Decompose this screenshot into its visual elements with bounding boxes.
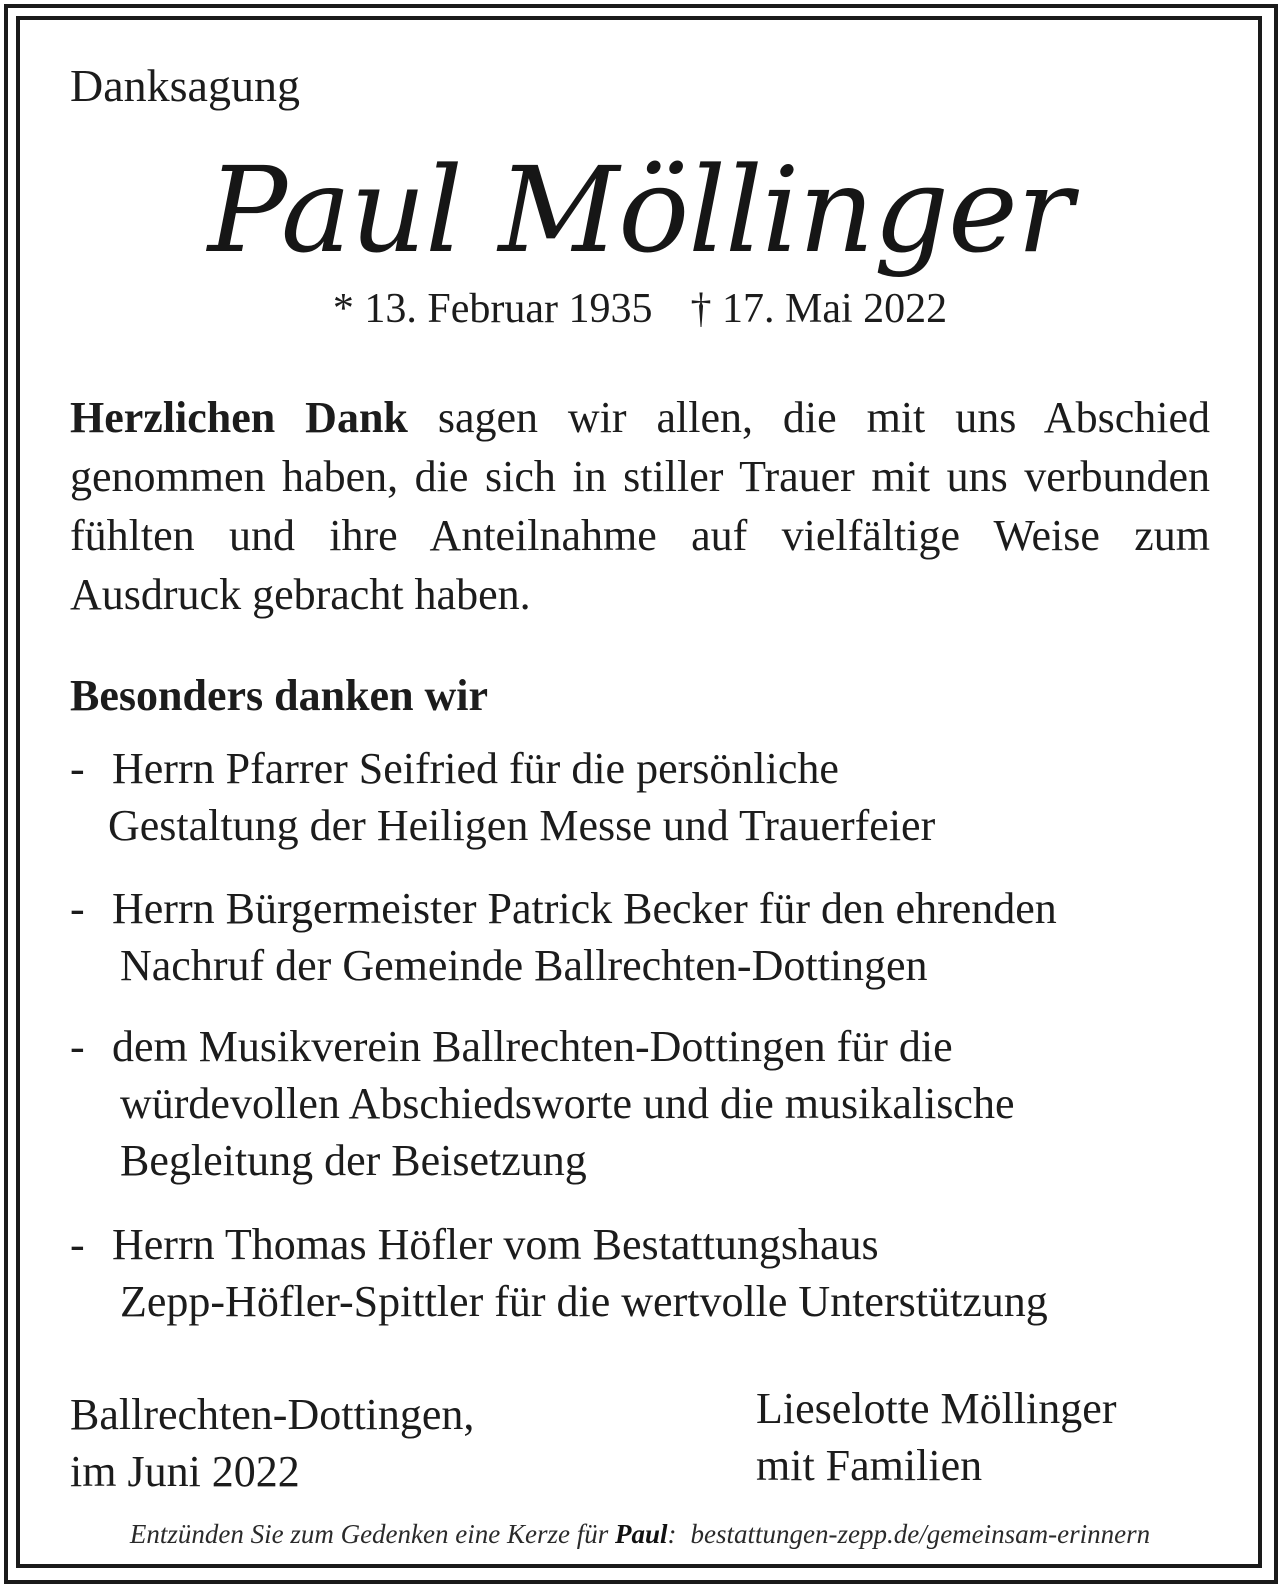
life-dates	[0, 284, 1280, 334]
item-line: Herrn Pfarrer Seifried für die persönliche	[112, 744, 839, 793]
item-line: Begleitung der Beisetzung	[120, 1136, 587, 1185]
thanks-item-funeral-home	[70, 1216, 1220, 1330]
item-line: Gestaltung der Heiligen Messe und Trauerfeier	[108, 801, 936, 850]
memorial-candle-note	[0, 1514, 1280, 1554]
deceased-name: Paul Möllinger	[207, 141, 1073, 279]
item-dash: -	[70, 884, 85, 933]
thanks-paragraph	[70, 388, 1210, 624]
place-and-date	[70, 1386, 474, 1500]
item-dash: -	[70, 744, 85, 793]
footer-text: Entzünden Sie zum Gedenken eine Kerze für	[129, 1519, 609, 1549]
footer-colon: :	[667, 1519, 677, 1549]
item-line: Nachruf der Gemeinde Ballrechten-Dottingen	[120, 941, 928, 990]
item-line: dem Musikverein Ballrechten-Dottingen für die	[112, 1022, 953, 1071]
thanks-text: sagen wir allen, die mit uns Abschied genommen haben, die sich in stiller Trauer mit uns verbunden fühlten und ihre Anteilnahme auf vielfältige Weise zum Ausdruck gebracht haben.	[70, 393, 1210, 619]
item-line: Herrn Thomas Höfler vom Bestattungshaus	[112, 1220, 879, 1269]
item-line: Herrn Bürgermeister Patrick Becker für den ehrenden	[112, 884, 1057, 933]
special-thanks-heading: Besonders danken wir	[70, 671, 489, 720]
signer-family: mit Familien	[756, 1441, 983, 1490]
item-line: würdevollen Abschiedsworte und die musikalische	[120, 1079, 1015, 1128]
item-dash: -	[70, 1220, 85, 1269]
notice-heading: Danksagung	[70, 60, 300, 111]
thanks-item-pastor	[70, 740, 1220, 854]
item-dash: -	[70, 1022, 85, 1071]
signature-block	[756, 1380, 1116, 1494]
thanks-item-mayor	[70, 880, 1220, 994]
death-date: † 17. Mai 2022	[690, 286, 948, 332]
item-line: Zepp-Höfler-Spittler für die wertvolle Unterstützung	[120, 1277, 1048, 1326]
birth-date: * 13. Februar 1935	[332, 286, 653, 332]
month: im Juni 2022	[70, 1447, 300, 1496]
thanks-item-music-club	[70, 1018, 1220, 1189]
thanks-bold-lead: Herzlichen Dank	[70, 393, 408, 442]
place: Ballrechten-Dottingen,	[70, 1390, 475, 1439]
footer-name: Paul	[614, 1519, 668, 1549]
memorial-link[interactable]: bestattungen-zepp.de/gemeinsam-erinnern	[690, 1519, 1151, 1549]
signer-name: Lieselotte Möllinger	[756, 1384, 1117, 1433]
